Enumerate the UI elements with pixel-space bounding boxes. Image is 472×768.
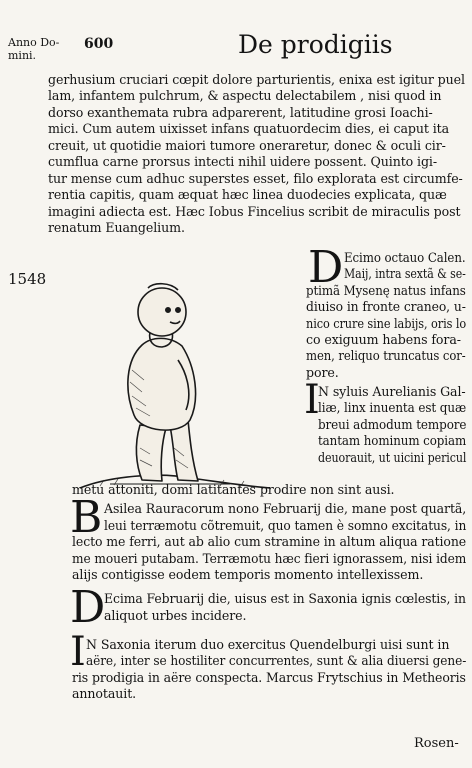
page-number: 600 [84,36,114,52]
text-line: aliquot urbes incidere. [104,608,247,623]
text-line: dorso exanthemata rubra adparerent, latitudine grosi Ioachi- [48,105,433,120]
text-line: N Saxonia iterum duo exercitus Quendelburgi uisi sunt in [86,637,450,652]
text-line: creuit, ut quotidie maiori tumore oneraretur, donec & oculi cir- [48,138,446,153]
text-line: aëre, inter se hostiliter concurrentes, sunt & alia diuersi gene- [86,653,467,668]
catchword: Rosen- [414,736,459,751]
text-line: tantam hominum copiam [318,433,467,448]
text-line: me moueri putabam. Terræmotu hæc fieri ignorassem, nisi idem [72,551,467,566]
text-line: Ecima Februarij die, uisus est in Saxonia ignis cœlestis, in [104,591,466,606]
text-line: gerhusium cruciari cœpit dolore parturientis, enixa est igitur puel [48,72,465,87]
continuation-line: metu attoniti, domi latitantes prodire non sint ausi. [72,482,395,497]
running-title: De prodigiis [238,30,393,59]
text-line: nico crure sine labijs, oris lo [306,316,467,331]
text-line: men, reliquo truncatus cor- [306,348,466,363]
drop-cap-initial: B [70,492,103,543]
text-line: ris prodigia in aëre conspecta. Marcus Frytschius in Metheoris [72,670,466,685]
text-line: Asilea Rauracorum nono Februarij die, mane post quartã, [104,501,467,516]
text-line: Ecimo octauo Calen. [344,250,466,265]
margin-note-line: Anno Do- [8,36,60,49]
text-line: renatum Euangelium. [48,220,185,235]
drop-cap-initial: D [70,582,106,633]
text-line: alijs contigisse eodem temporis momento intellexissem. [72,567,424,582]
text-line: lam, infantem pulchrum, & aspectu delectabilem , nisi quod in [48,88,442,103]
text-line: breui admodum tempore [318,417,467,432]
text-line: liæ, linx inuenta est quæ [318,400,467,415]
woodcut-figure-icon [70,250,290,495]
drop-cap-initial: I [304,377,320,423]
text-line: leui terræmotu cõtremuit, quo tamen è somno excitatus, in [104,518,467,533]
text-line: annotauit. [72,686,137,701]
text-line: tur mense cum adhuc superstes esset, filo explorata est circumfe- [48,171,463,186]
margin-year: 1548 [8,270,47,288]
drop-cap-initial: I [70,629,86,675]
text-line: deuorauit, ut uicini pericul [318,450,467,465]
text-line: cumflua carne prorsus intecti nihil uidere possent. Quinto igi- [48,154,438,169]
text-line: pore. [306,365,339,380]
text-line: lecto me ferri, aut ab alio cum stramine in altum aliqua ratione [72,534,467,549]
margin-note-line: mini. [8,49,37,62]
text-line: Maij, intra sextã & se- [344,266,466,281]
margin-note [8,36,59,62]
text-line: diuiso in fronte craneo, u- [306,299,466,314]
drop-cap-initial: D [308,242,344,293]
text-line: co exiguum habens fora- [306,332,461,347]
text-line: imagini adiecta est. Hæc Iobus Fincelius scribit de miraculis post [48,204,461,219]
text-line: N syluis Aurelianis Gal- [318,384,466,399]
text-line: ptimã Mysenę natus infans [306,283,466,298]
text-line: rentia capitis, quam æquat hæc linea duodecies explicata, quæ [48,187,447,202]
text-line: mici. Cum autem uixisset infans quatuordecim dies, ei caput ita [48,121,450,136]
